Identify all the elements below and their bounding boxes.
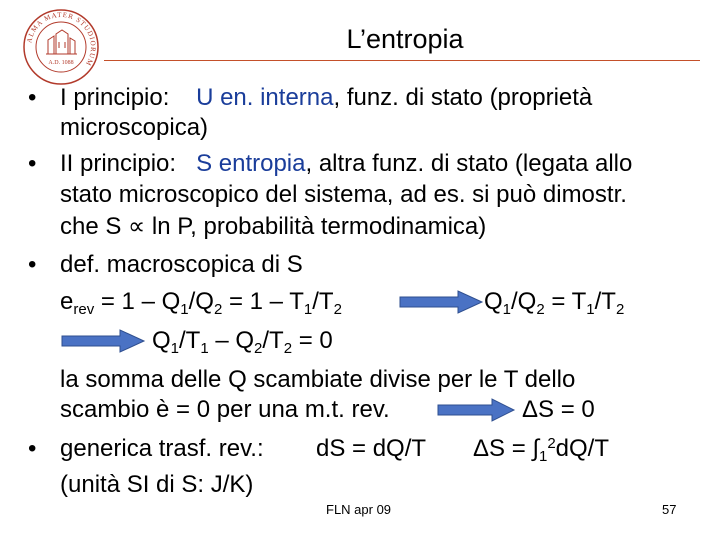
bullet-1-label: I principio: — [60, 84, 170, 111]
bullet-2-continuation-1: stato microscopico del sistema, ad es. si può dimostr. — [60, 181, 627, 208]
implies-arrow-icon — [60, 329, 146, 353]
entropy-units: (unità SI di S: J/K) — [60, 471, 254, 498]
bullet-3-explanation-1: la somma delle Q scambiate divise per le T dello — [60, 366, 576, 393]
ratio-equation: $Q_1/Q_2 = T_1/T_2$ — [484, 288, 625, 318]
bullet-2-rest: , altra funz. di stato (legata allo — [305, 150, 633, 177]
bullet-marker: • — [28, 251, 37, 278]
bullet-1-highlight: U en. interna — [196, 84, 334, 111]
bullet-3-explanation-2: scambio è = 0 per una m.t. rev. — [60, 396, 390, 423]
bullet-marker: • — [28, 150, 37, 177]
delta-s-zero: ΔS = 0 — [522, 396, 595, 423]
bullet-marker: • — [28, 84, 37, 111]
university-seal-logo — [22, 8, 100, 86]
proportional-symbol: ∝ — [128, 213, 146, 240]
title-underline — [104, 60, 700, 61]
bullet-2-line — [60, 149, 632, 179]
bullet-2-label: II principio: — [60, 150, 177, 177]
delta-s-integral: $\Delta S = \int_1^2dQ/T$ — [473, 435, 609, 465]
efficiency-equation: $e_{rev} = 1 - Q_1/Q_2 = 1 - T_1/T_2$ — [60, 288, 342, 318]
bullet-1-continuation: microscopica) — [60, 114, 209, 141]
slide-title: L’entropia — [346, 24, 464, 54]
implies-arrow-icon — [398, 290, 484, 314]
bullet-marker: • — [28, 435, 37, 462]
bullet-1-line — [60, 83, 592, 113]
slide-number: 57 — [662, 502, 677, 517]
seal-ring-text: ALMA MATER STUDIORUM — [25, 10, 98, 68]
implies-arrow-icon — [436, 398, 516, 422]
ds-definition: dS = dQ/T — [316, 435, 427, 462]
bullet-3-line: def. macroscopica di S — [60, 251, 303, 278]
clausius-sum-equation: $Q_1/T_1 - Q_2/T_2 = 0$ — [152, 327, 333, 357]
bullet-4-label: generica trasf. rev.: — [60, 435, 264, 462]
bullet-2-cont-b: ln P, probabilità termodinamica) — [151, 213, 487, 240]
seal-year-text: A.D. 1088 — [48, 60, 74, 66]
bullet-2-continuation-2 — [60, 212, 486, 242]
bullet-1-rest: , funz. di stato (proprietà — [333, 84, 593, 111]
bullet-2-highlight: S entropia — [196, 150, 306, 177]
footer-course-date: FLN apr 09 — [326, 502, 392, 517]
bullet-2-cont-a: che S — [60, 213, 122, 240]
